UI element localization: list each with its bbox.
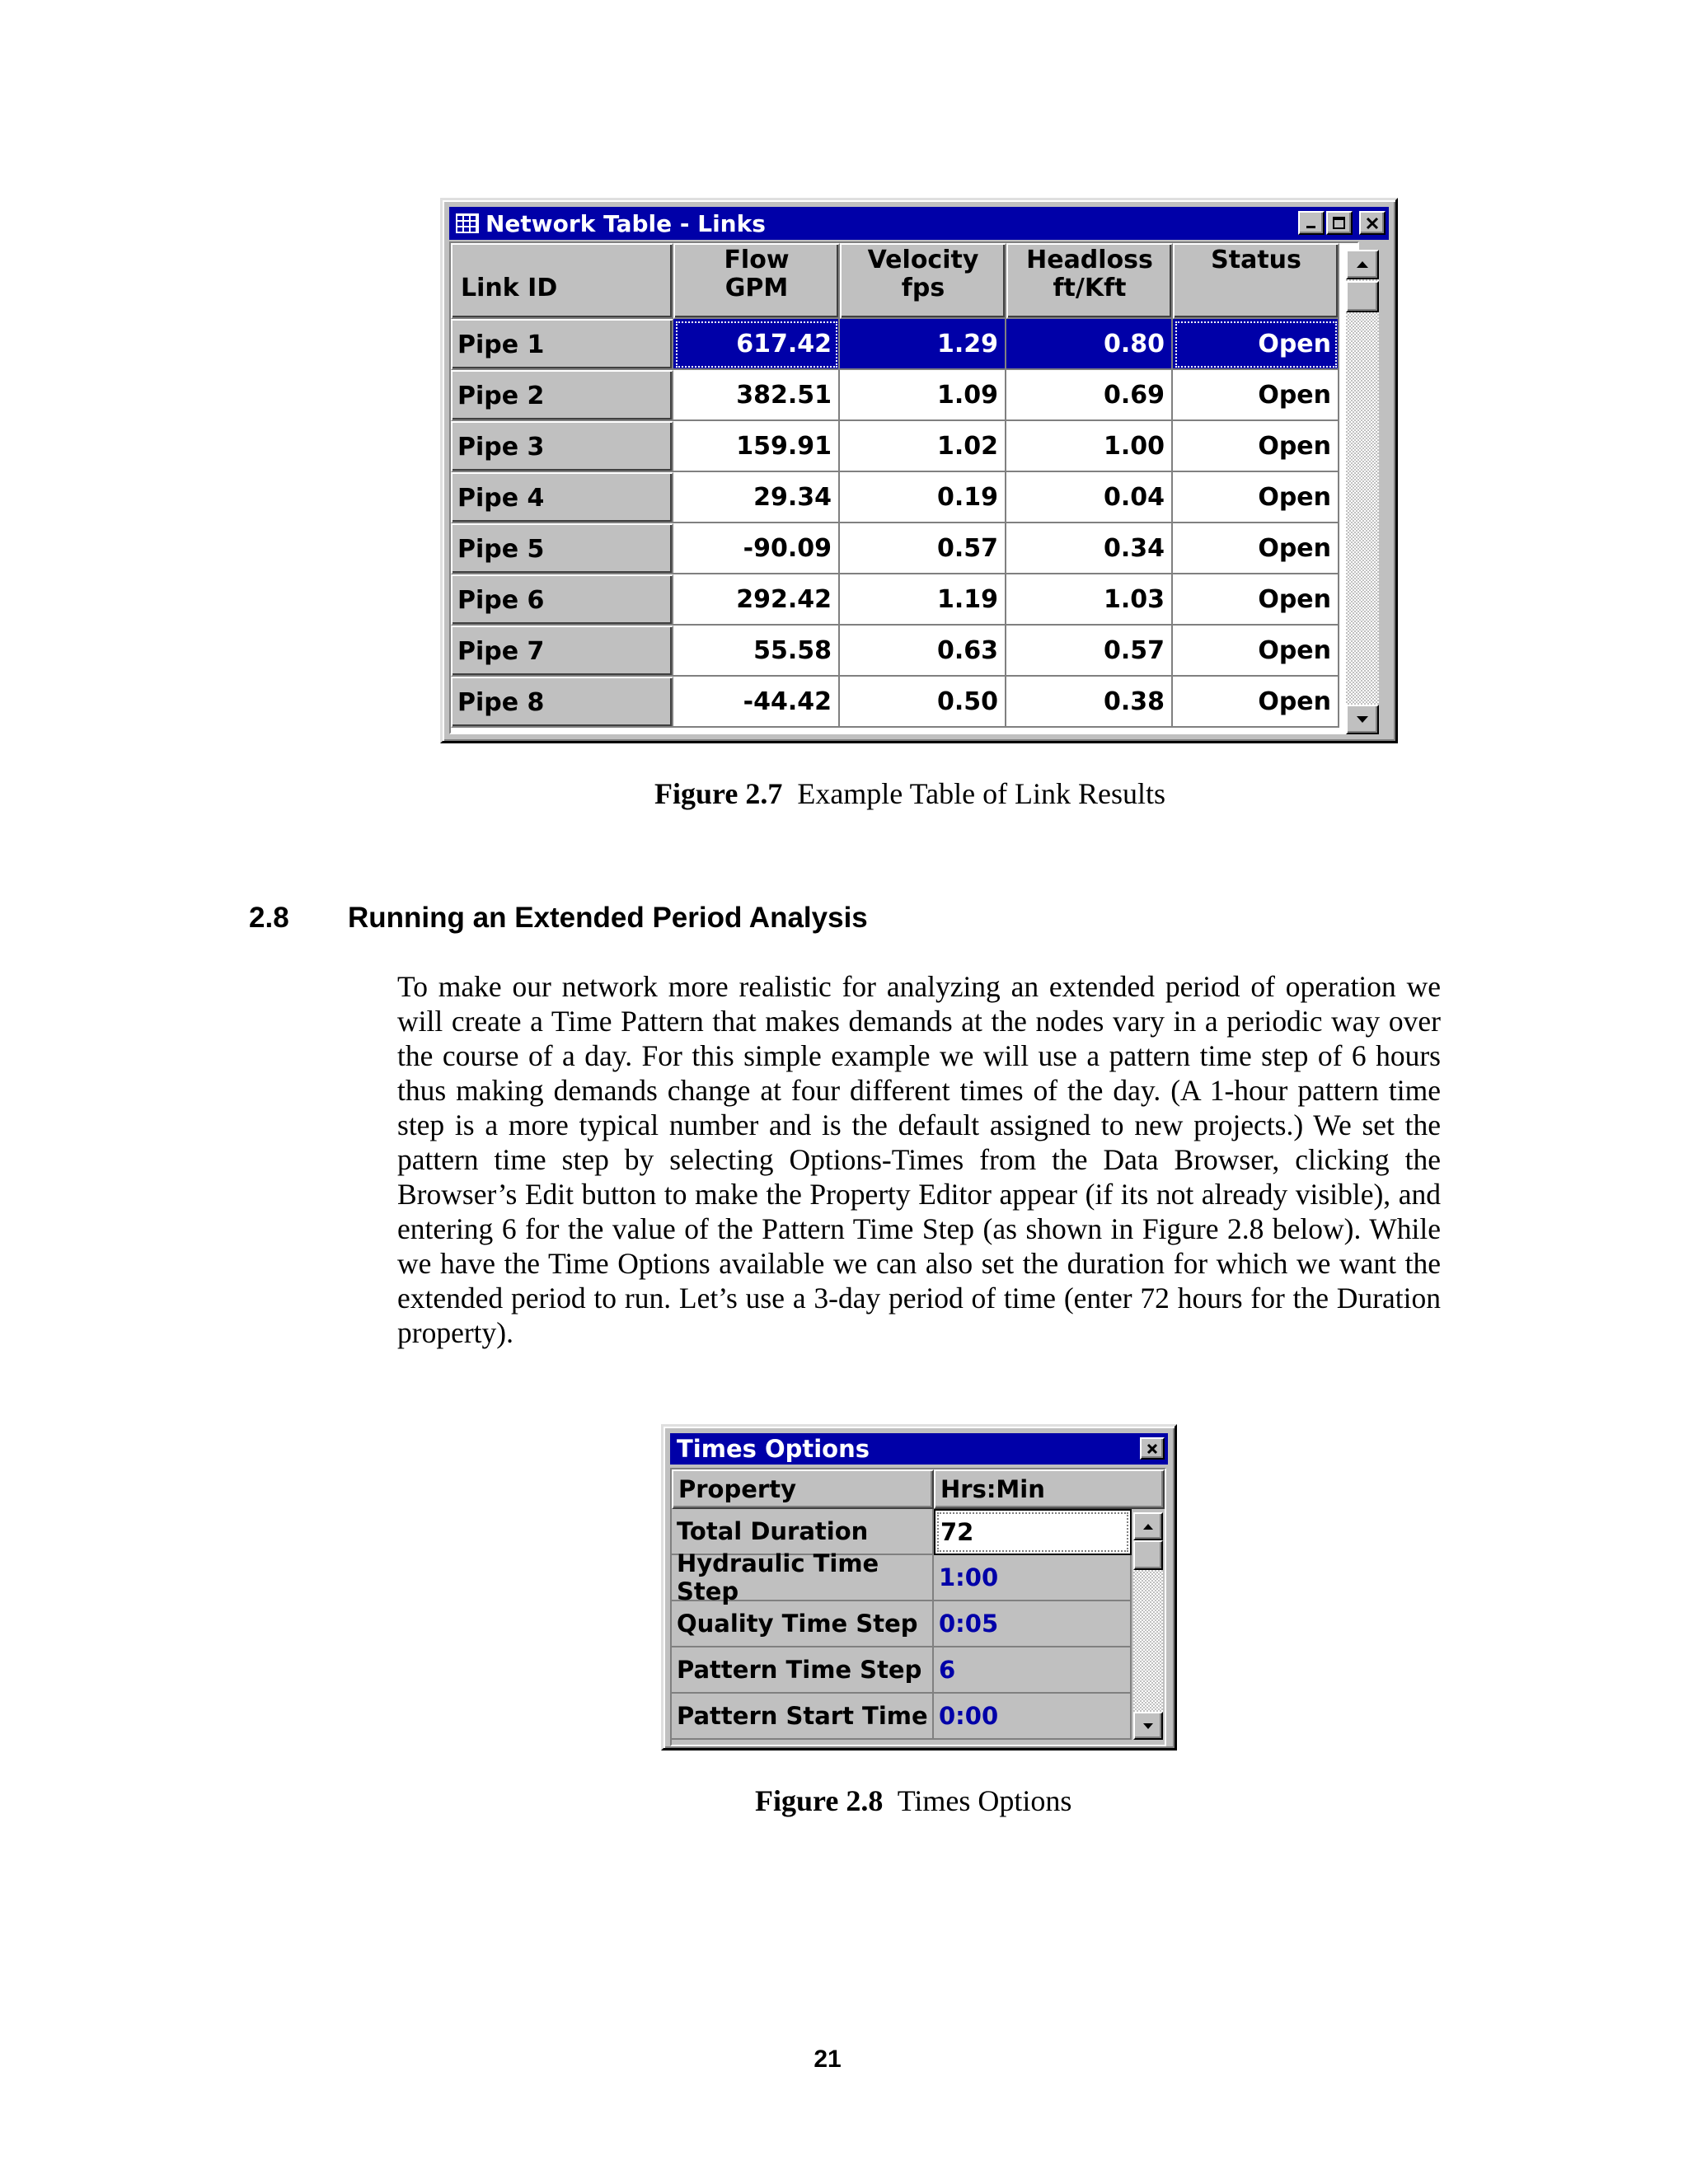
scroll-down-button[interactable] — [1133, 1712, 1163, 1740]
velocity-cell[interactable]: 0.19 — [840, 472, 1006, 523]
times-options-title: Times Options — [677, 1435, 870, 1463]
velocity-cell[interactable]: 1.19 — [840, 574, 1006, 626]
figure-2-8-label: Figure 2.8 — [755, 1784, 884, 1817]
status-cell[interactable]: Open — [1173, 677, 1339, 728]
figure-2-8-caption — [755, 1783, 1071, 1818]
column-header-headloss[interactable] — [1006, 243, 1173, 319]
velocity-cell[interactable]: 0.63 — [840, 626, 1006, 677]
flow-cell[interactable]: -44.42 — [673, 677, 840, 728]
velocity-cell[interactable]: 1.09 — [840, 370, 1006, 421]
arrow-down-icon — [1356, 715, 1369, 724]
minimize-icon — [1305, 217, 1318, 230]
column-header-line1: Flow — [724, 246, 790, 274]
figure-2-7-text: Example Table of Link Results — [797, 777, 1166, 810]
flow-cell[interactable]: 29.34 — [673, 472, 840, 523]
property-value[interactable]: 1:00 — [934, 1555, 1132, 1601]
times-options-grid — [670, 1468, 1166, 1746]
column-header-line2: ft/Kft — [1053, 274, 1127, 302]
flow-cell[interactable]: -90.09 — [673, 523, 840, 574]
status-cell[interactable]: Open — [1173, 319, 1339, 370]
network-table-window — [440, 198, 1398, 743]
column-header-velocity[interactable] — [840, 243, 1006, 319]
section-title: Running an Extended Period Analysis — [348, 902, 868, 934]
arrow-down-icon — [1142, 1722, 1154, 1730]
minimize-button[interactable] — [1298, 211, 1325, 235]
property-value[interactable]: 6 — [934, 1647, 1132, 1694]
property-value[interactable]: 0:00 — [934, 1694, 1132, 1740]
headloss-cell[interactable]: 1.00 — [1006, 421, 1173, 472]
row-header[interactable]: Pipe 7 — [451, 626, 673, 677]
property-name[interactable]: Quality Time Step — [672, 1601, 934, 1647]
scroll-thumb[interactable] — [1133, 1540, 1163, 1570]
maximize-icon — [1332, 216, 1347, 231]
times-options-scrollbar[interactable] — [1133, 1512, 1163, 1740]
column-header-line2: GPM — [724, 274, 789, 302]
network-table-scrollbar[interactable] — [1346, 250, 1379, 734]
column-header-line2: fps — [901, 274, 945, 302]
status-cell[interactable]: Open — [1173, 472, 1339, 523]
column-header-line2: Link ID — [461, 274, 558, 302]
status-cell[interactable]: Open — [1173, 626, 1339, 677]
property-name[interactable]: Pattern Start Time — [672, 1694, 934, 1740]
arrow-up-icon — [1356, 260, 1369, 269]
times-options-close-button[interactable] — [1140, 1437, 1165, 1460]
body-paragraph: To make our network more realistic for analyzing an extended period of operation we will create a Time Pattern that makes demands at the nodes vary in a periodic way over the course of a day. For this simple example we will use a pattern time step of 6 hours thus making demands change at four different times of the day. (A 1-hour pattern time step is a more typical number and is the default assigned to new projects.) We set the pattern time step by selecting Options-Times from the Data Browser, clicking the Browser’s Edit button to make the Property Editor appear (if its not already visible), and entering 6 for the value of the Pattern Time Step (as shown in Figure 2.8 below). While we have the Time Options available we can also set the duration for which we want the extended period to run. Let’s use a 3-day period of time (enter 72 hours for the Duration property). — [397, 970, 1441, 1349]
flow-cell[interactable]: 55.58 — [673, 626, 840, 677]
status-cell[interactable]: Open — [1173, 421, 1339, 472]
property-name[interactable]: Hydraulic Time Step — [672, 1555, 934, 1601]
row-header[interactable]: Pipe 8 — [451, 677, 673, 728]
page-number: 21 — [814, 2046, 842, 2073]
column-header-link-id[interactable] — [451, 243, 673, 319]
value-column-header: Hrs:Min — [934, 1469, 1165, 1509]
headloss-cell[interactable]: 0.69 — [1006, 370, 1173, 421]
scroll-up-button[interactable] — [1346, 250, 1379, 279]
headloss-cell[interactable]: 0.34 — [1006, 523, 1173, 574]
section-number: 2.8 — [249, 902, 289, 934]
times-options-titlebar[interactable] — [670, 1433, 1168, 1465]
scroll-thumb[interactable] — [1346, 281, 1379, 312]
headloss-cell[interactable]: 0.80 — [1006, 319, 1173, 370]
status-cell[interactable]: Open — [1173, 523, 1339, 574]
close-icon — [1365, 216, 1380, 231]
flow-cell[interactable]: 159.91 — [673, 421, 840, 472]
headloss-cell[interactable]: 0.57 — [1006, 626, 1173, 677]
property-name[interactable]: Total Duration — [672, 1509, 934, 1555]
maximize-button[interactable] — [1326, 211, 1353, 235]
network-table-titlebar[interactable] — [449, 207, 1389, 240]
column-header-line1: Velocity — [867, 246, 979, 274]
headloss-cell[interactable]: 1.03 — [1006, 574, 1173, 626]
property-name[interactable]: Pattern Time Step — [672, 1647, 934, 1694]
flow-cell[interactable]: 617.42 — [673, 319, 840, 370]
velocity-cell[interactable]: 1.29 — [840, 319, 1006, 370]
velocity-cell[interactable]: 1.02 — [840, 421, 1006, 472]
link-results-grid — [449, 241, 1359, 734]
scroll-down-button[interactable] — [1346, 705, 1379, 734]
figure-2-7-label: Figure 2.7 — [654, 777, 783, 810]
property-value[interactable]: 0:05 — [934, 1601, 1132, 1647]
arrow-up-icon — [1142, 1523, 1154, 1530]
column-header-flow[interactable] — [673, 243, 840, 319]
figure-2-7-caption — [654, 776, 1165, 811]
row-header[interactable]: Pipe 2 — [451, 370, 673, 421]
property-column-header: Property — [672, 1469, 934, 1509]
table-icon — [456, 213, 479, 233]
velocity-cell[interactable]: 0.50 — [840, 677, 1006, 728]
row-header[interactable]: Pipe 5 — [451, 523, 673, 574]
column-header-status[interactable] — [1173, 243, 1339, 319]
row-header[interactable]: Pipe 6 — [451, 574, 673, 626]
status-cell[interactable]: Open — [1173, 574, 1339, 626]
velocity-cell[interactable]: 0.57 — [840, 523, 1006, 574]
row-header[interactable]: Pipe 4 — [451, 472, 673, 523]
flow-cell[interactable]: 382.51 — [673, 370, 840, 421]
flow-cell[interactable]: 292.42 — [673, 574, 840, 626]
figure-2-8-text: Times Options — [897, 1784, 1072, 1817]
headloss-cell[interactable]: 0.04 — [1006, 472, 1173, 523]
headloss-cell[interactable]: 0.38 — [1006, 677, 1173, 728]
scroll-up-button[interactable] — [1133, 1512, 1163, 1540]
row-header[interactable]: Pipe 1 — [451, 319, 673, 370]
property-value-input[interactable]: 72 — [934, 1509, 1132, 1555]
column-header-line1: Status — [1211, 246, 1301, 274]
column-header-line1: Headloss — [1026, 246, 1153, 274]
status-cell[interactable]: Open — [1173, 370, 1339, 421]
close-button[interactable] — [1359, 211, 1386, 235]
close-icon — [1146, 1442, 1159, 1455]
row-header[interactable]: Pipe 3 — [451, 421, 673, 472]
times-options-window — [661, 1424, 1177, 1750]
window-title: Network Table - Links — [485, 209, 766, 237]
